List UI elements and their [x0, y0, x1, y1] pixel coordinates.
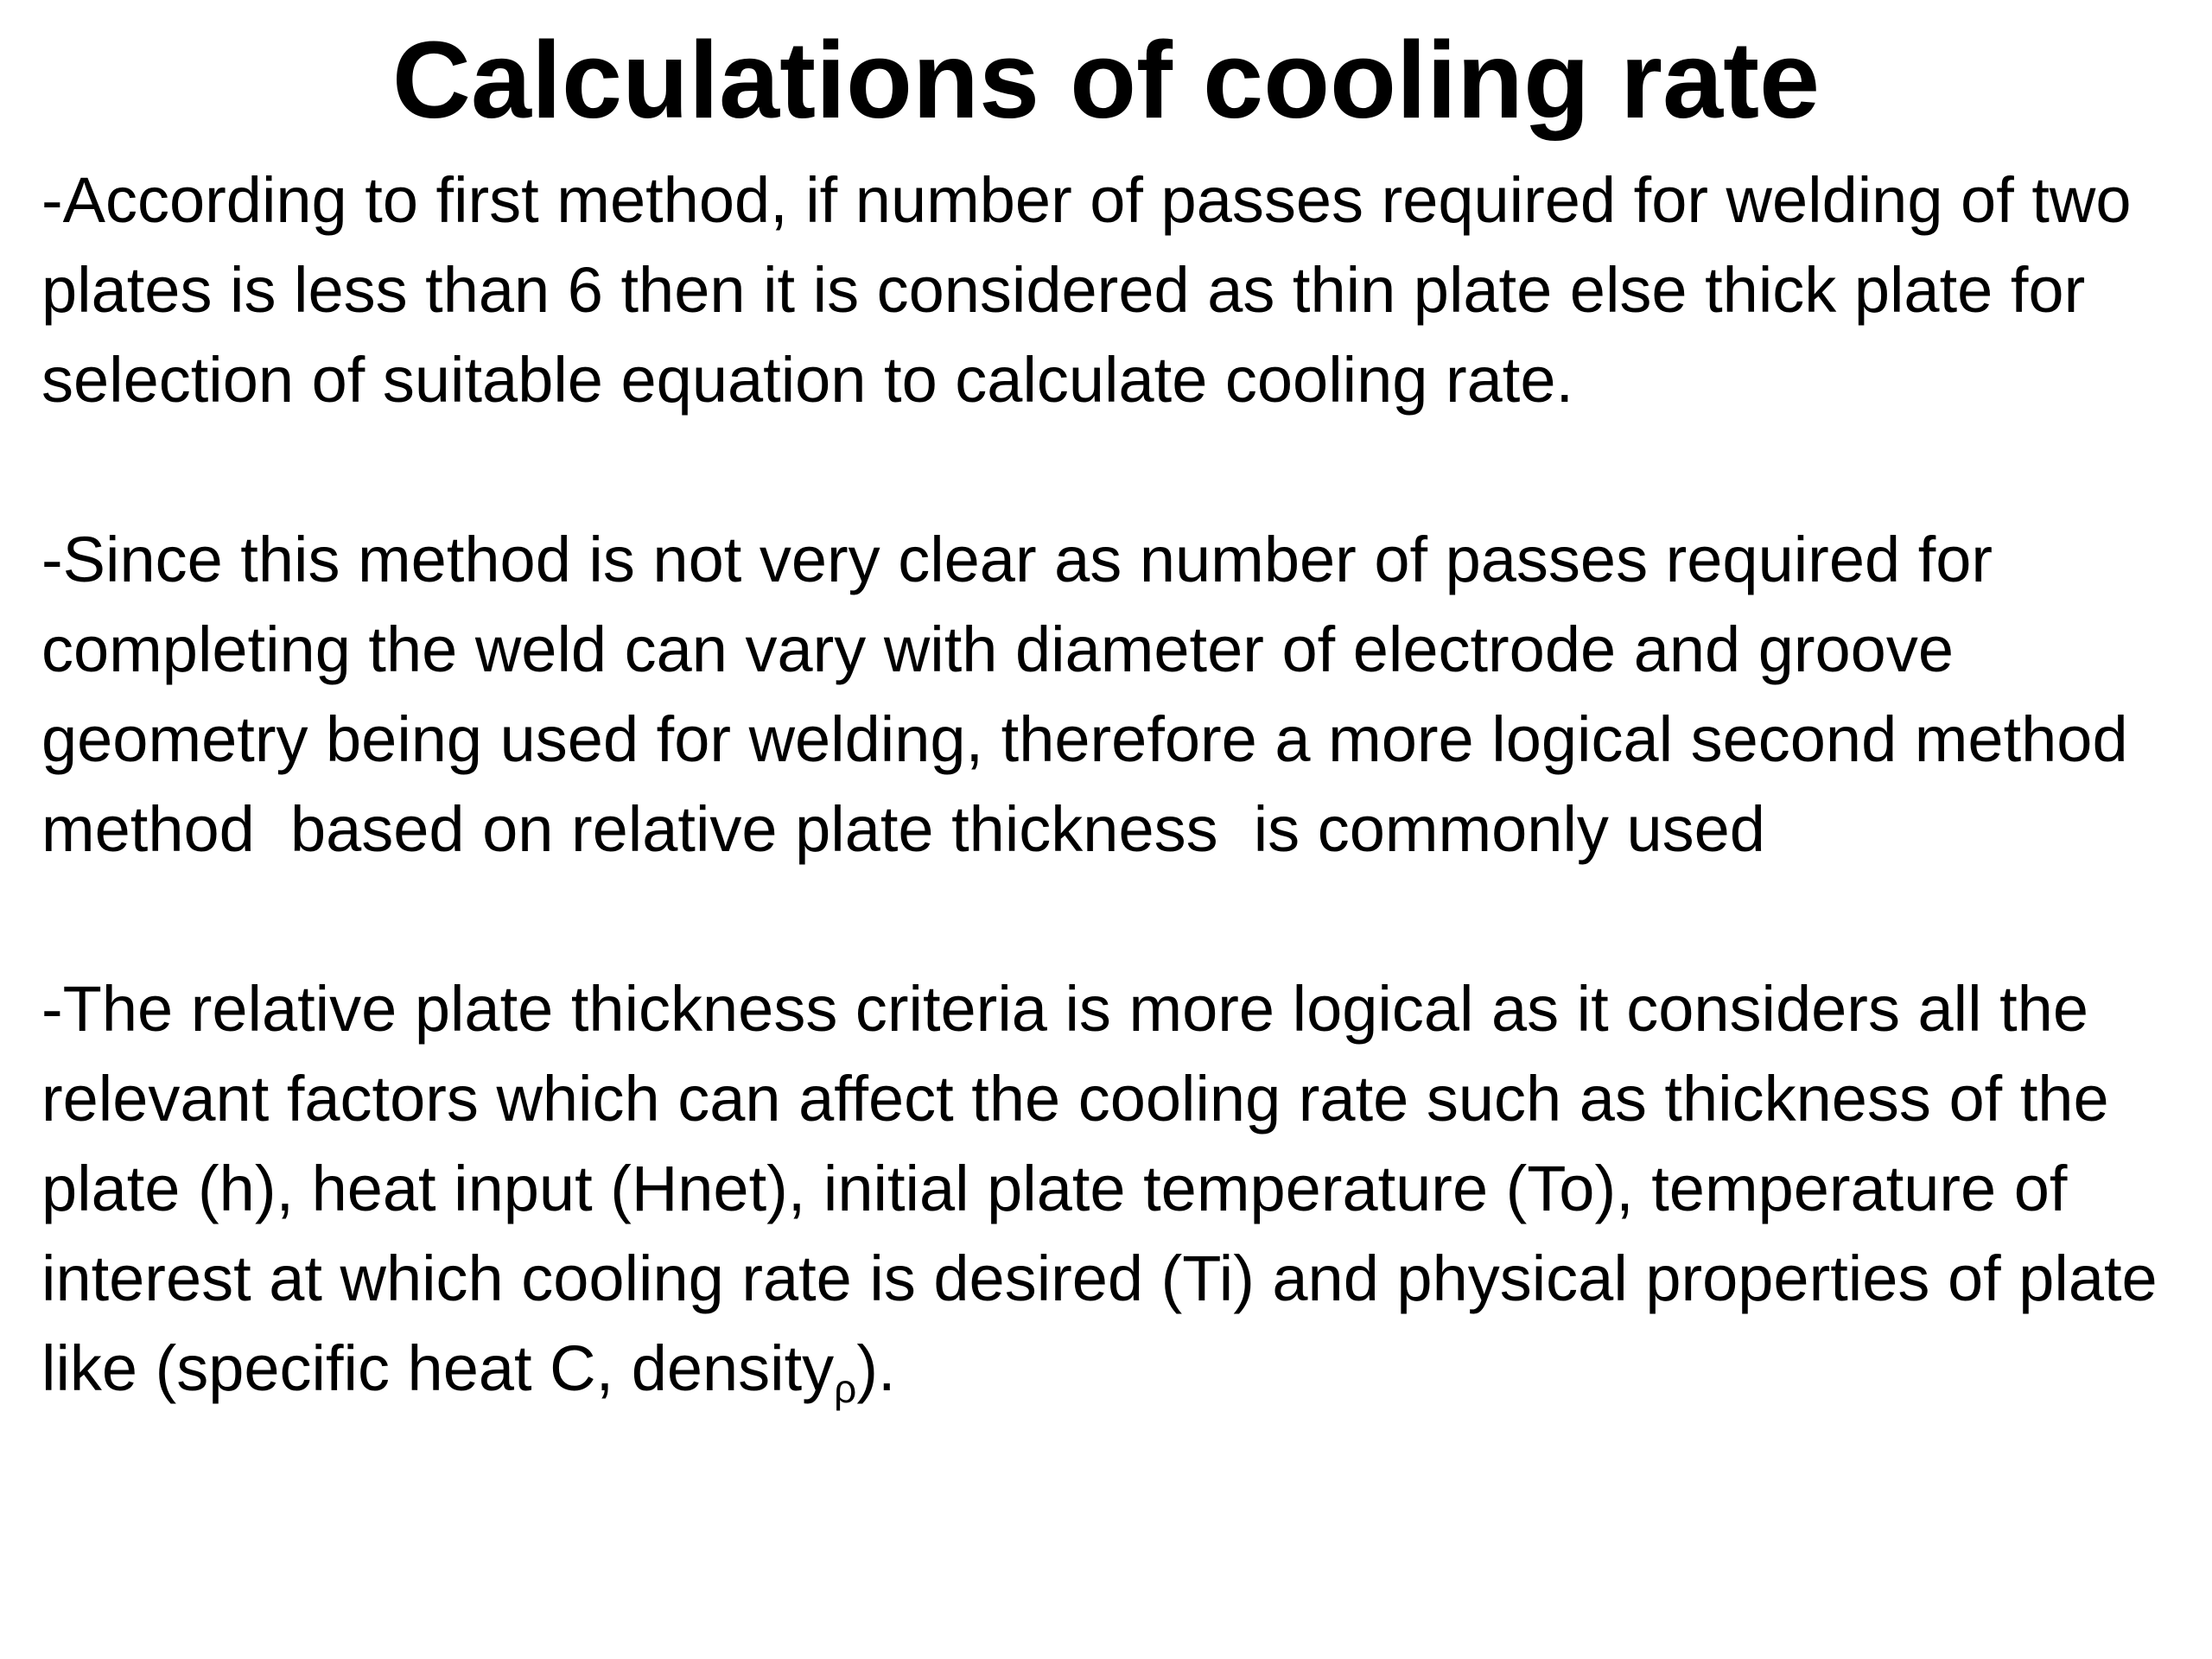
paragraph-relative-thickness-text: -The relative plate thickness criteria is more logical as it considers all the relevant factors which can affect the cooling rate such as thickness of the plate (h), heat input (Hnet), initial plate temperature (To), temperature of interest at which cooling rate is desired (Ti) and physical properties of plate like (specific heat C, density	[41, 973, 2176, 1404]
paragraph-closing: ).	[856, 1332, 896, 1404]
paragraph-relative-thickness	[41, 964, 2184, 1414]
slide-body	[41, 156, 2184, 1414]
paragraph-second-method: -Since this method is not very clear as number of passes required for completing the weld can vary with diameter of electrode and groove geometry being used for welding, therefore a more logical second method method based on relative plate thickness is commonly used	[41, 524, 2146, 865]
slide-title: Calculations of cooling rate	[391, 19, 1821, 141]
density-subscript: ρ	[834, 1366, 857, 1411]
paragraph-first-method: -According to first method, if number of passes required for welding of two plates is less than 6 then it is considered as thin plate else thick plate for selection of suitable equation to calculate cooling rate.	[41, 164, 2150, 416]
